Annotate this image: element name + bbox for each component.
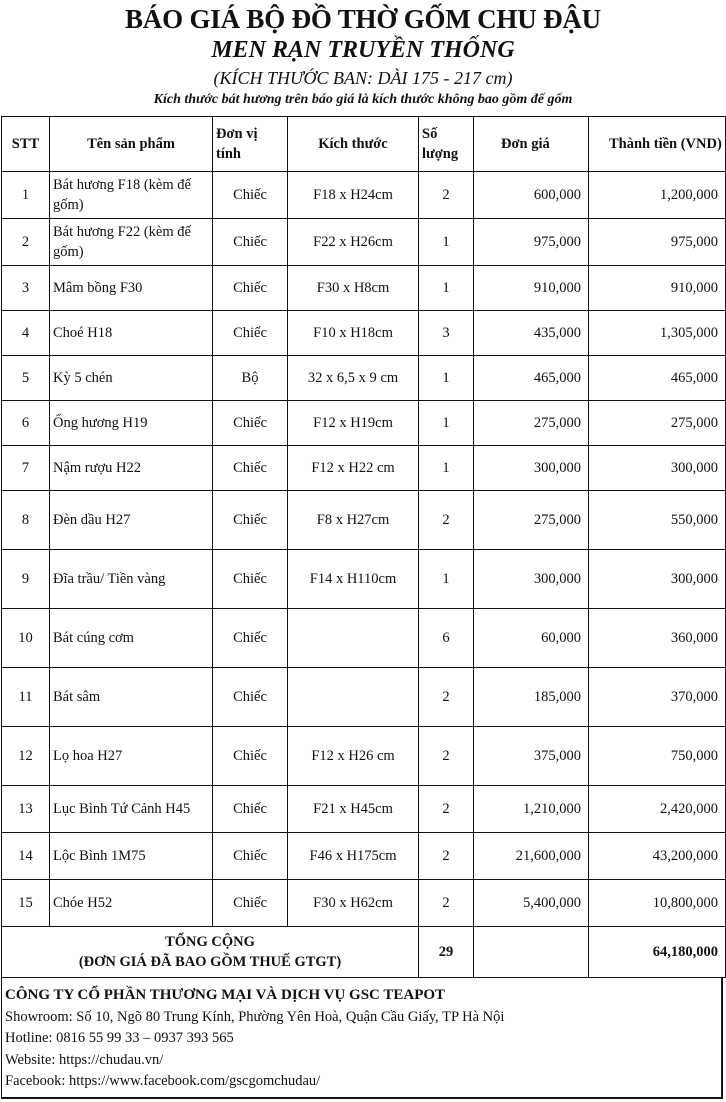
cell-stt: 1 [2,172,50,219]
cell-size: F30 x H62cm [288,880,419,927]
cell-line-total: 300,000 [589,446,726,491]
cell-size: F30 x H8cm [288,266,419,311]
cell-size [288,668,419,727]
cell-unit-price: 21,600,000 [474,833,589,880]
summary-label-line2: (ĐƠN GIÁ ĐÃ BAO GỒM THUẾ GTGT) [78,954,342,970]
table-row [2,219,726,266]
cell-unit-price: 60,000 [474,609,589,668]
incense-bowl-note: Kích thước bát hương trên báo giá là kích thước không bao gồm đế gốm [153,92,573,107]
cell-qty: 2 [419,880,474,927]
cell-stt: 13 [2,786,50,833]
cell-line-total: 275,000 [589,401,726,446]
cell-qty: 2 [419,786,474,833]
cell-qty: 2 [419,833,474,880]
cell-product-name: Choé H18 [50,311,213,356]
cell-line-total: 370,000 [589,668,726,727]
cell-stt: 8 [2,491,50,550]
document-subtitle: MEN RẠN TRUYỀN THỐNG [211,37,515,63]
column-header-name: Tên sản phẩm [50,117,213,172]
hotline: Hotline: 0816 55 99 33 – 0937 393 565 [5,1030,234,1046]
cell-stt: 4 [2,311,50,356]
facebook-link[interactable]: Facebook: https://www.facebook.com/gscgomchudau/ [5,1073,321,1089]
document-title: BÁO GIÁ BỘ ĐỒ THỜ GỐM CHU ĐẬU [125,4,601,34]
cell-unit-price: 300,000 [474,550,589,609]
cell-unit-price: 275,000 [474,401,589,446]
cell-qty: 6 [419,609,474,668]
cell-qty: 2 [419,727,474,786]
cell-product-name: Bát cúng cơm [50,609,213,668]
cell-stt: 9 [2,550,50,609]
cell-stt: 15 [2,880,50,927]
cell-unit: Bộ [213,356,288,401]
cell-unit: Chiếc [213,266,288,311]
column-header-size: Kích thước [288,117,419,172]
cell-size: F46 x H175cm [288,833,419,880]
website-link[interactable]: Website: https://chudau.vn/ [5,1051,164,1068]
cell-unit: Chiếc [213,172,288,219]
cell-size: F14 x H110cm [288,550,419,609]
cell-line-total: 750,000 [589,727,726,786]
cell-stt: 5 [2,356,50,401]
cell-qty: 1 [419,356,474,401]
table-header-row [2,117,726,172]
cell-size: F18 x H24cm [288,172,419,219]
cell-product-name: Nậm rượu H22 [50,446,213,491]
company-footer [1,977,723,1099]
cell-qty: 2 [419,668,474,727]
summary-price-empty [474,927,589,978]
cell-size: F22 x H26cm [288,219,419,266]
cell-stt: 7 [2,446,50,491]
summary-qty: 29 [419,927,474,978]
cell-product-name: Lọ hoa H27 [50,727,213,786]
table-row [2,727,726,786]
cell-unit-price: 375,000 [474,727,589,786]
table-row [2,311,726,356]
cell-product-name: Đĩa trầu/ Tiền vàng [50,550,213,609]
cell-qty: 2 [419,172,474,219]
cell-qty: 3 [419,311,474,356]
cell-qty: 1 [419,401,474,446]
showroom-address: Showroom: Số 10, Ngõ 80 Trung Kính, Phường Yên Hoà, Quận Cầu Giấy, TP Hà Nội [5,1008,505,1025]
cell-unit: Chiếc [213,727,288,786]
cell-unit: Chiếc [213,550,288,609]
cell-stt: 6 [2,401,50,446]
cell-line-total: 360,000 [589,609,726,668]
cell-product-name: Bát sâm [50,668,213,727]
table-row [2,446,726,491]
cell-qty: 1 [419,219,474,266]
cell-stt: 11 [2,668,50,727]
cell-line-total: 300,000 [589,550,726,609]
table-row [2,550,726,609]
cell-qty: 1 [419,446,474,491]
cell-unit: Chiếc [213,880,288,927]
cell-size: F12 x H22 cm [288,446,419,491]
cell-line-total: 10,800,000 [589,880,726,927]
table-row [2,609,726,668]
cell-product-name: Kỳ 5 chén [50,356,213,401]
cell-size: F8 x H27cm [288,491,419,550]
table-row [2,491,726,550]
cell-unit-price: 1,210,000 [474,786,589,833]
cell-line-total: 1,305,000 [589,311,726,356]
column-header-stt: STT [2,117,50,172]
cell-stt: 3 [2,266,50,311]
cell-size: F12 x H26 cm [288,727,419,786]
table-summary-row [2,927,726,978]
cell-unit-price: 465,000 [474,356,589,401]
cell-product-name: Bát hương F18 (kèm đế gốm) [50,172,213,219]
cell-size: F21 x H45cm [288,786,419,833]
cell-qty: 1 [419,266,474,311]
cell-unit-price: 5,400,000 [474,880,589,927]
table-row [2,668,726,727]
cell-product-name: Đèn dầu H27 [50,491,213,550]
cell-unit: Chiếc [213,446,288,491]
cell-stt: 14 [2,833,50,880]
cell-unit: Chiếc [213,491,288,550]
summary-label-line1: TỔNG CỘNG [165,934,255,950]
cell-unit-price: 300,000 [474,446,589,491]
column-header-qty: Số lượng [419,117,474,172]
cell-line-total: 465,000 [589,356,726,401]
table-row [2,266,726,311]
cell-product-name: Bát hương F22 (kèm đế gốm) [50,219,213,266]
column-header-price: Đơn giá [474,117,589,172]
price-quote-table [1,116,726,978]
cell-product-name: Ống hương H19 [50,401,213,446]
cell-unit: Chiếc [213,833,288,880]
column-header-total: Thành tiền (VND) [589,117,726,172]
cell-unit: Chiếc [213,609,288,668]
table-row [2,833,726,880]
cell-line-total: 1,200,000 [589,172,726,219]
cell-product-name: Mâm bồng F30 [50,266,213,311]
cell-line-total: 910,000 [589,266,726,311]
cell-unit: Chiếc [213,786,288,833]
table-row [2,401,726,446]
table-body [2,172,726,927]
summary-label [2,927,419,978]
cell-unit: Chiếc [213,219,288,266]
cell-unit-price: 600,000 [474,172,589,219]
table-row [2,172,726,219]
cell-line-total: 550,000 [589,491,726,550]
column-header-unit: Đơn vị tính [213,117,288,172]
cell-size: F10 x H18cm [288,311,419,356]
cell-size: F12 x H19cm [288,401,419,446]
cell-size: 32 x 6,5 x 9 cm [288,356,419,401]
table-row [2,880,726,927]
table-row [2,786,726,833]
summary-total: 64,180,000 [589,927,726,978]
cell-line-total: 43,200,000 [589,833,726,880]
cell-product-name: Lục Bình Tứ Cảnh H45 [50,786,213,833]
cell-unit-price: 185,000 [474,668,589,727]
table-row [2,356,726,401]
cell-stt: 10 [2,609,50,668]
cell-product-name: Lộc Bình 1M75 [50,833,213,880]
cell-unit-price: 910,000 [474,266,589,311]
cell-qty: 1 [419,550,474,609]
cell-line-total: 2,420,000 [589,786,726,833]
cell-unit: Chiếc [213,311,288,356]
cell-qty: 2 [419,491,474,550]
cell-stt: 2 [2,219,50,266]
cell-unit-price: 975,000 [474,219,589,266]
cell-unit: Chiếc [213,401,288,446]
cell-size [288,609,419,668]
cell-stt: 12 [2,727,50,786]
cell-line-total: 975,000 [589,219,726,266]
cell-unit-price: 275,000 [474,491,589,550]
cell-unit-price: 435,000 [474,311,589,356]
table-size-note: (KÍCH THƯỚC BAN: DÀI 175 - 217 cm) [213,68,513,88]
cell-product-name: Chóe H52 [50,880,213,927]
cell-unit: Chiếc [213,668,288,727]
company-name: CÔNG TY CỔ PHẦN THƯƠNG MẠI VÀ DỊCH VỤ GSC TEAPOT [5,987,446,1003]
